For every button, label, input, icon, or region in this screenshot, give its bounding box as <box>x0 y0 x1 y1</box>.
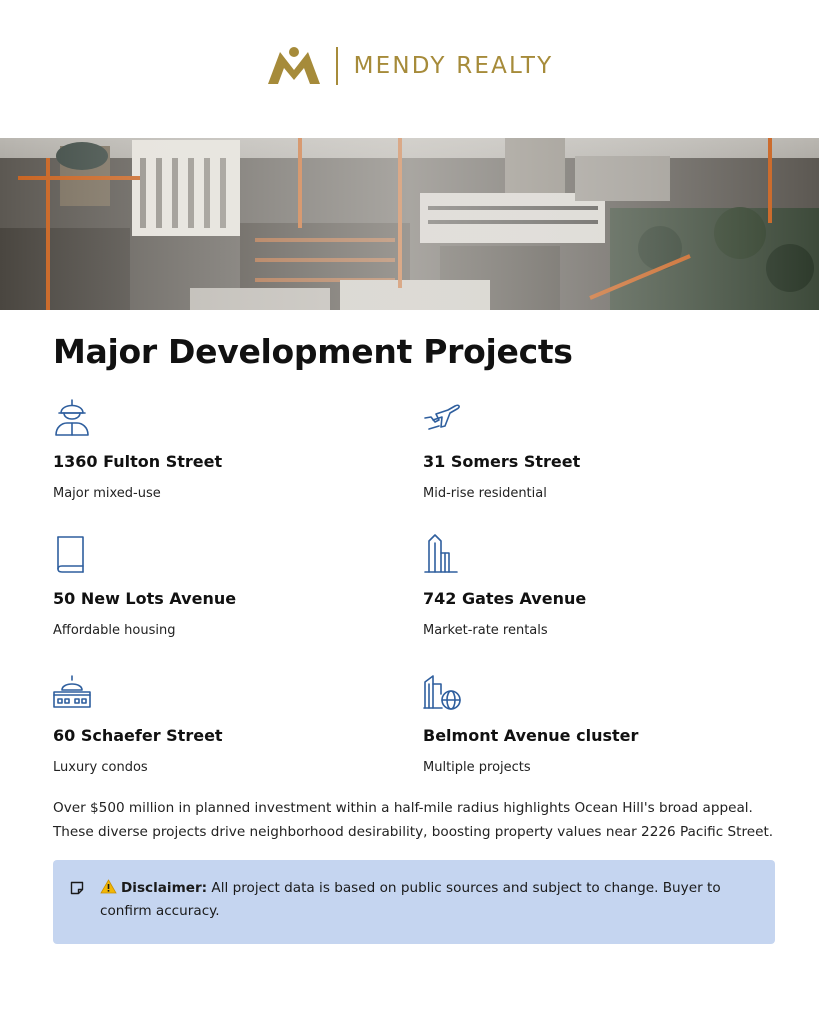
book-icon <box>53 533 91 573</box>
note-icon <box>70 881 84 895</box>
city-globe-icon <box>423 670 461 710</box>
project-card <box>53 396 383 516</box>
project-description: Major mixed-use <box>53 486 161 501</box>
disclaimer-label: Disclaimer: <box>121 880 208 896</box>
project-description: Market-rate rentals <box>423 623 548 638</box>
disclaimer-callout <box>53 860 775 944</box>
project-card <box>53 670 383 790</box>
disclaimer-text <box>100 877 750 923</box>
project-card <box>423 670 753 790</box>
project-description: Luxury condos <box>53 760 148 775</box>
worker-icon <box>53 396 91 436</box>
project-name: 50 New Lots Avenue <box>53 589 237 608</box>
project-card <box>423 396 753 516</box>
logo-divider <box>336 47 338 85</box>
disclaimer-body: All project data is based on public sources and subject to change. Buyer to confirm accuracy. <box>100 880 721 919</box>
project-name: 1360 Fulton Street <box>53 452 223 471</box>
project-name: 31 Somers Street <box>423 452 581 471</box>
brand-logo <box>0 44 819 88</box>
warning-icon <box>100 879 117 894</box>
summary-paragraph: Over $500 million in planned investment within a half-mile radius highlights Ocean Hill's broad appeal. These diverse projects drive neighborhood desirability, boosting property values near 2226 Pacific Street. <box>53 800 774 840</box>
capitol-building-icon <box>53 670 91 710</box>
page-title: Major Development Projects <box>53 332 573 371</box>
project-name: 742 Gates Avenue <box>423 589 587 608</box>
project-card <box>423 533 753 653</box>
project-description: Mid-rise residential <box>423 486 547 501</box>
hero-city-image <box>0 138 819 310</box>
mendy-logo-mark-icon <box>266 46 322 86</box>
skyscraper-icon <box>423 533 461 573</box>
project-description: Multiple projects <box>423 760 531 775</box>
brand-name: MENDY REALTY <box>353 53 554 79</box>
project-card <box>53 533 383 653</box>
airplane-icon <box>423 396 461 436</box>
project-name: Belmont Avenue cluster <box>423 726 639 745</box>
project-name: 60 Schaefer Street <box>53 726 223 745</box>
project-description: Affordable housing <box>53 623 176 638</box>
